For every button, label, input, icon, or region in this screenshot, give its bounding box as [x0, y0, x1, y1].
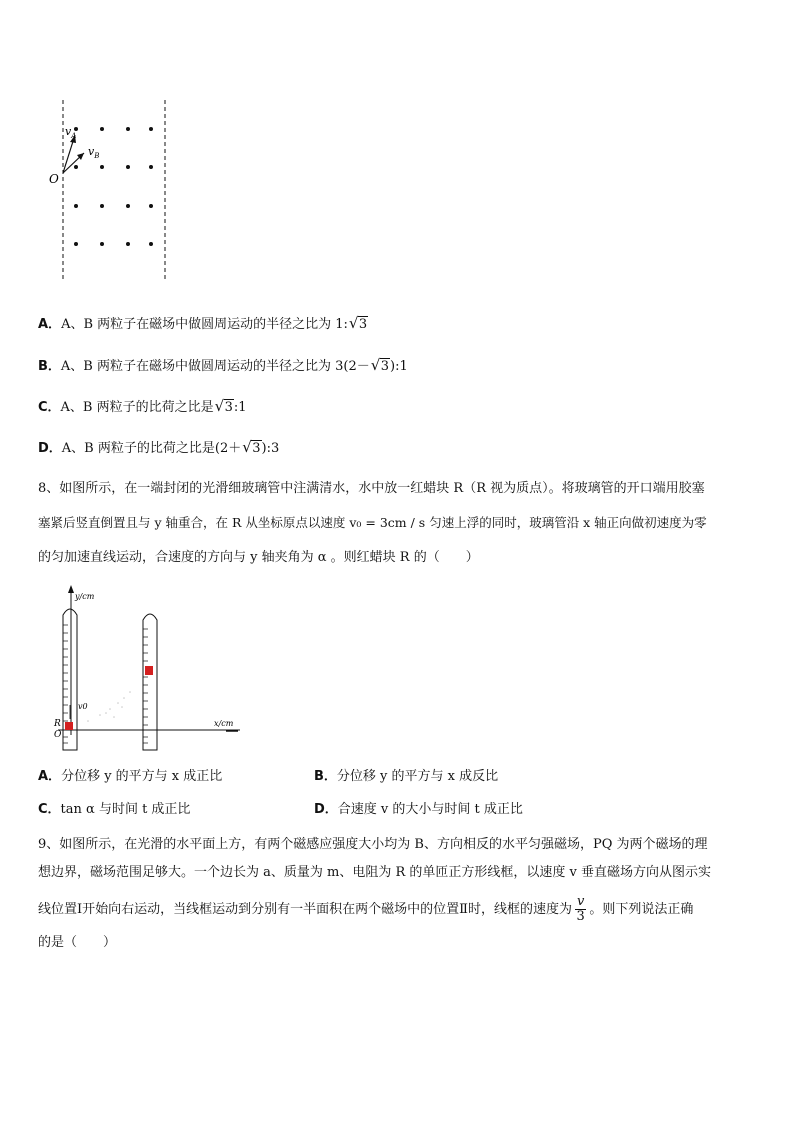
- q7-option-c: C．A、B 两粒子的比荷之比是 √ 3:1: [38, 397, 247, 415]
- x-axis-label: x/cm: [214, 719, 234, 728]
- q8-option-c: C．tan α 与时间 t 成正比: [38, 802, 191, 817]
- right-tube-ticks: [143, 629, 148, 743]
- sqrt-symbol: √ 3: [242, 438, 261, 456]
- sqrt-symbol: √ 3: [370, 356, 390, 374]
- q9-text-line-3: 线位置Ⅰ开始向右运动，当线框运动到分别有一半面积在两个磁场中的位置Ⅱ时，线框的速度为 $\frac{v}{3}$ 。则下列说法正确: [38, 894, 694, 924]
- q7-option-a: A．A、B 两粒子在磁场中做圆周运动的半径之比为 1: √ 3: [38, 314, 368, 332]
- sqrt-symbol: √ 3: [348, 314, 368, 332]
- figure-q8-glass-tubes: [48, 585, 248, 760]
- red-wax-block-moved: [145, 666, 153, 675]
- label-vB: $v_B$: [88, 145, 100, 160]
- q9-text-line-2: 想边界，磁场范围足够大。一个边长为 a、质量为 m、电阻为 R 的单匝正方形线框，以速度 v 垂直磁场方向从图示实: [38, 865, 712, 880]
- label-R: R: [54, 719, 61, 729]
- label-O: O: [54, 730, 62, 740]
- trajectory-dots: [87, 691, 131, 722]
- figure-q7-magnetic-field: [40, 95, 180, 285]
- label-v0: v0: [78, 702, 88, 711]
- q8-text-line-3: 的匀加速直线运动，合速度的方向与 y 轴夹角为 α 。则红蜡块 R 的（ ）: [38, 550, 479, 565]
- q7-option-b: B．A、B 两粒子在磁场中做圆周运动的半径之比为 3(2－ √ 3):1: [38, 356, 408, 374]
- label-O: O: [49, 172, 59, 186]
- y-axis-arrowhead: [68, 585, 74, 593]
- q8-option-b: B．分位移 y 的平方与 x 成反比: [314, 769, 499, 784]
- label-vA: $v_A$: [65, 125, 77, 140]
- fraction-v-over-3: $\frac{v}{3}$: [576, 894, 585, 924]
- sqrt-symbol: √ 3: [214, 397, 233, 415]
- q8-option-d: D．合速度 v 的大小与时间 t 成正比: [314, 802, 523, 817]
- q8-text-line-2: 塞紧后竖直倒置且与 y 轴重合，在 R 从坐标原点以速度 v₀ = 3cm / s 匀速上浮的同时，玻璃管沿 x 轴正向做初速度为零: [38, 515, 707, 530]
- red-wax-block-start: [65, 722, 73, 730]
- q9-text-line-4: 的是（ ）: [38, 935, 117, 950]
- q7-option-d: D．A、B 两粒子的比荷之比是(2＋ √ 3):3: [38, 438, 280, 456]
- field-dots: [74, 127, 153, 246]
- q9-text-line-1: 9、如图所示，在光滑的水平面上方，有两个磁感应强度大小均为 B、方向相反的水平匀强磁场，PQ 为两个磁场的理: [38, 837, 708, 852]
- q8-text-line-1: 8、如图所示，在一端封闭的光滑细玻璃管中注满清水，水中放一红蜡块 R（R 视为质点）。将玻璃管的开口端用胶塞: [38, 481, 705, 496]
- y-axis-label: y/cm: [75, 592, 95, 601]
- q8-option-a: A．分位移 y 的平方与 x 成正比: [38, 769, 223, 784]
